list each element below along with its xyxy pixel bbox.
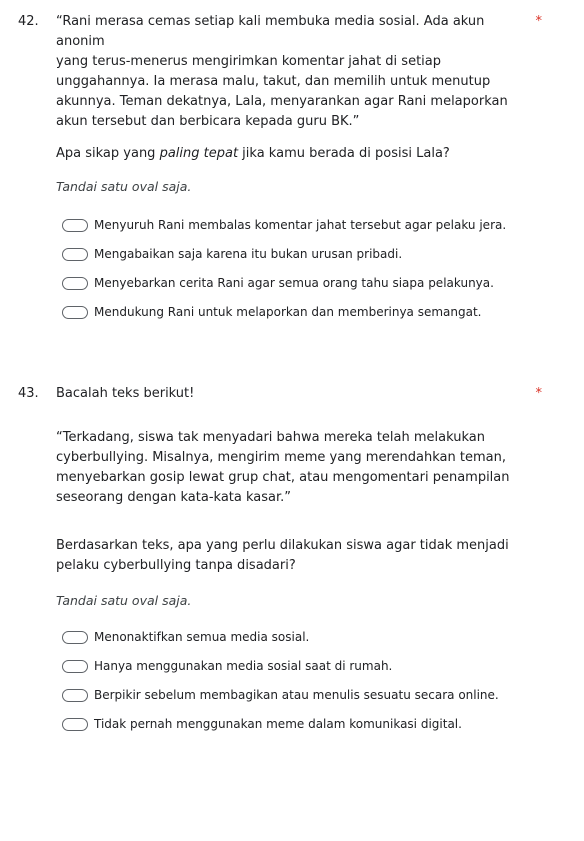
question-title: Bacalah teks berikut! bbox=[56, 386, 195, 401]
radio-oval-icon[interactable] bbox=[62, 660, 88, 673]
option-label: Menyuruh Rani membalas komentar jahat tersebut agar pelaku jera. bbox=[94, 218, 507, 232]
radio-oval-icon[interactable] bbox=[62, 277, 88, 290]
radio-option[interactable] bbox=[62, 216, 506, 234]
option-label: Tidak pernah menggunakan meme dalam komunikasi digital. bbox=[94, 717, 462, 731]
prompt-text-end: jika kamu berada di posisi Lala? bbox=[238, 146, 450, 161]
radio-option[interactable] bbox=[62, 686, 499, 704]
instruction-hint: Tandai satu oval saja. bbox=[56, 179, 192, 194]
radio-option[interactable] bbox=[62, 303, 482, 321]
radio-oval-icon[interactable] bbox=[62, 689, 88, 702]
option-label: Mendukung Rani untuk melaporkan dan memberinya semangat. bbox=[94, 305, 482, 319]
question-prompt: Berdasarkan teks, apa yang perlu dilakukan siswa agar tidak menjadi pelaku cyberbullying tanpa disadari? bbox=[56, 538, 509, 573]
radio-oval-icon[interactable] bbox=[62, 306, 88, 319]
instruction-hint: Tandai satu oval saja. bbox=[56, 593, 192, 608]
radio-oval-icon[interactable] bbox=[62, 718, 88, 731]
option-label: Hanya menggunakan media sosial saat di rumah. bbox=[94, 659, 393, 673]
radio-option[interactable] bbox=[62, 245, 402, 263]
question-number: 43. bbox=[18, 386, 39, 401]
question-prompt bbox=[56, 144, 528, 164]
radio-oval-icon[interactable] bbox=[62, 219, 88, 232]
question-number: 42. bbox=[18, 14, 39, 29]
question-passage: “Terkadang, siswa tak menyadari bahwa mereka telah melakukan cyberbullying. Misalnya, mengirim meme yang merendahkan teman, menyebarkan gosip lewat grup chat, atau mengomentari penampilan seseorang dengan kata-kata kasar.” bbox=[56, 430, 510, 505]
radio-option[interactable] bbox=[62, 657, 392, 675]
required-asterisk: * bbox=[535, 14, 542, 29]
required-asterisk: * bbox=[535, 386, 542, 401]
radio-option[interactable] bbox=[62, 715, 462, 733]
radio-option[interactable] bbox=[62, 628, 309, 646]
prompt-text: Apa sikap yang bbox=[56, 146, 160, 161]
option-label: Menonaktifkan semua media sosial. bbox=[94, 630, 310, 644]
option-label: Menyebarkan cerita Rani agar semua orang tahu siapa pelakunya. bbox=[94, 276, 494, 290]
radio-oval-icon[interactable] bbox=[62, 248, 88, 261]
radio-oval-icon[interactable] bbox=[62, 631, 88, 644]
option-label: Mengabaikan saja karena itu bukan urusan pribadi. bbox=[94, 247, 403, 261]
prompt-emphasis: paling tepat bbox=[159, 146, 239, 161]
question-passage: “Rani merasa cemas setiap kali membuka media sosial. Ada akun anonim yang terus-menerus mengirimkan komentar jahat di setiap unggahannya. Ia merasa malu, takut, dan memilih untuk menutup akunnya. Teman dekatnya, Lala, menyarankan agar Rani melaporkan akun tersebut dan berbicara kepada guru BK.” bbox=[56, 14, 508, 129]
option-label: Berpikir sebelum membagikan atau menulis sesuatu secara online. bbox=[94, 688, 499, 702]
radio-option[interactable] bbox=[62, 274, 494, 292]
